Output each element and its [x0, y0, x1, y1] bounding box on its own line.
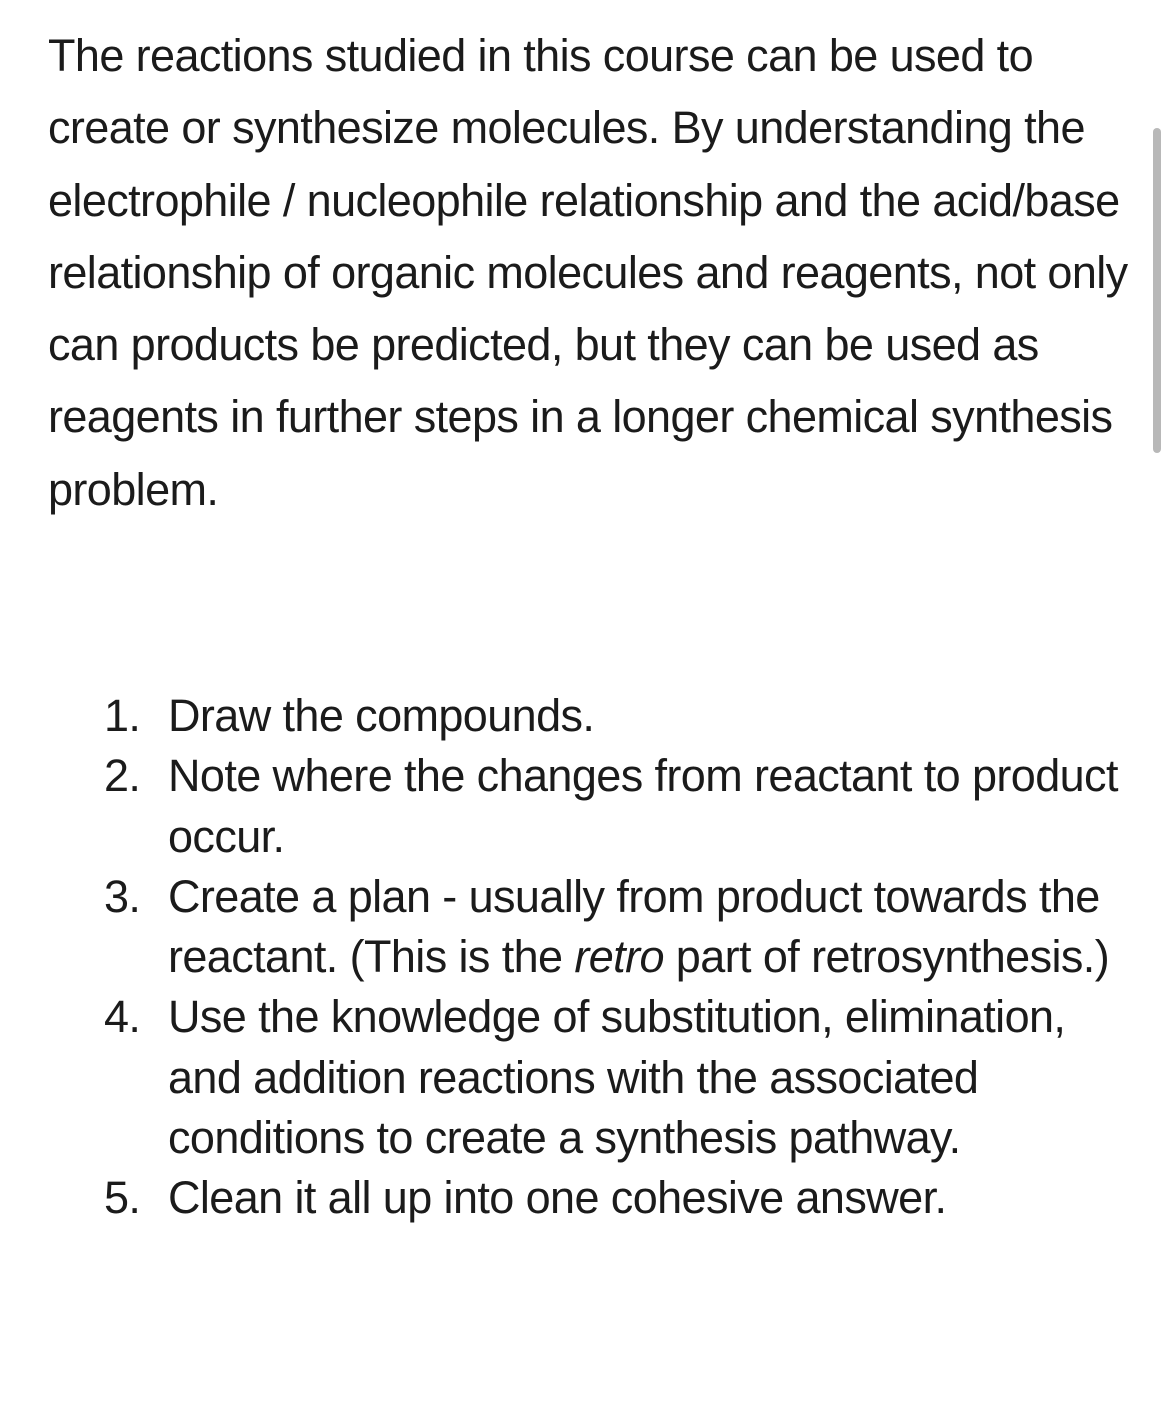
- step-number: 4.: [104, 991, 141, 1043]
- list-item: [104, 686, 1134, 746]
- scrollbar[interactable]: [1153, 128, 1161, 453]
- step-text: Note where the changes from reactant to product occur.: [168, 750, 1118, 862]
- step-text: Clean it all up into one cohesive answer.: [168, 1172, 947, 1224]
- list-item: [104, 1168, 1134, 1228]
- list-item: [104, 746, 1134, 867]
- step-text: [168, 871, 1109, 982]
- step-number: 1.: [104, 690, 141, 741]
- step-number: 3.: [104, 870, 141, 922]
- step-text: Use the knowledge of substitution, elimination, and addition reactions with the associated conditions to create a synthesis pathway.: [168, 991, 1066, 1164]
- list-item: [104, 987, 1134, 1168]
- step-text: Draw the compounds.: [168, 690, 595, 741]
- step-text-after: part of retrosynthesis.): [663, 931, 1110, 983]
- step-text-before: Create a plan - usually from product towards the reactant. (This is the: [168, 870, 1100, 983]
- list-item: [104, 867, 1134, 988]
- step-number: 2.: [104, 750, 141, 802]
- step-number: 5.: [104, 1172, 141, 1224]
- step-text-emphasis: retro: [574, 931, 664, 983]
- steps-list: [104, 686, 1134, 1229]
- intro-paragraph: The reactions studied in this course can be used to create or synthesize molecules. By understanding the electrophile / nucleophile relationship and the acid/base relationship of organic molecules and reagents, not only can products be predicted, but they can be used as reagents in further steps in a longer chemical synthesis problem.: [48, 30, 1128, 515]
